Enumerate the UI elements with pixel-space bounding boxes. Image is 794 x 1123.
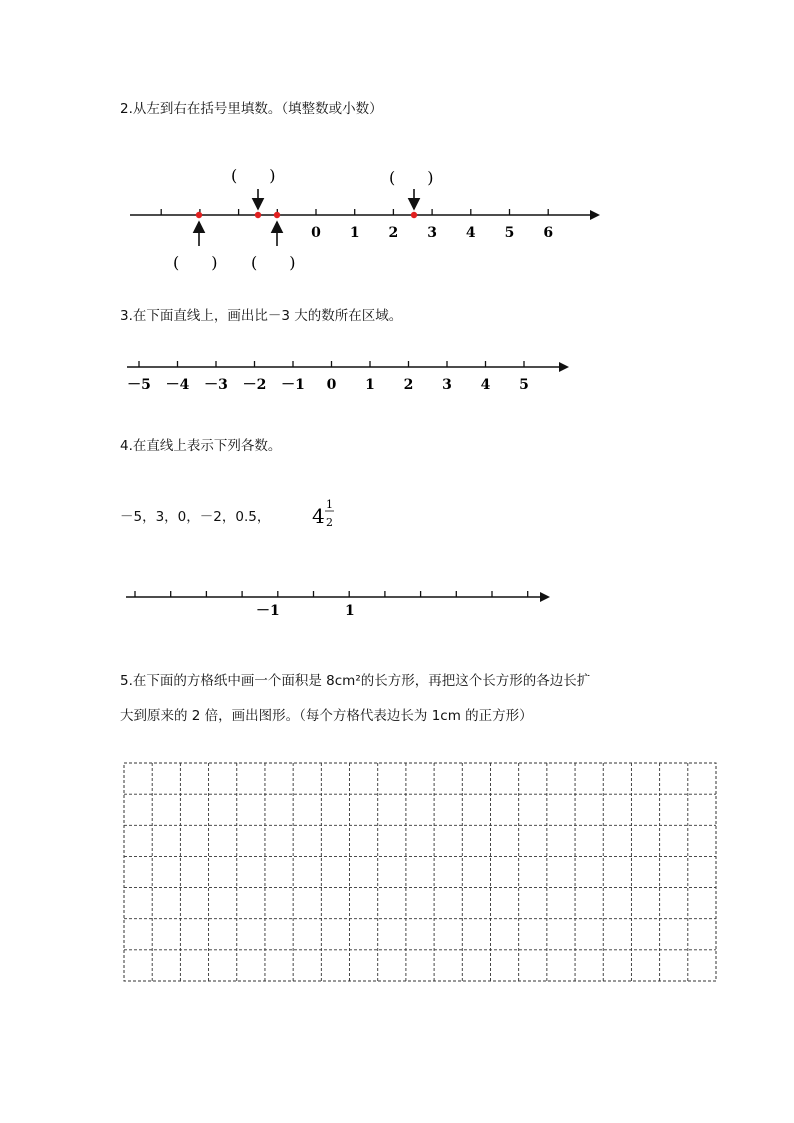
q2-point-b bbox=[255, 212, 261, 218]
q4-axis-arrowhead bbox=[540, 592, 550, 602]
question-4-number-list: －5，3，0，－2，0.5， bbox=[120, 509, 271, 525]
q3-tick-label: 5 bbox=[519, 377, 529, 393]
q3-tick-label: －2 bbox=[242, 377, 267, 393]
q2-tick-label: 5 bbox=[504, 225, 515, 241]
q2-tick-label: 3 bbox=[427, 225, 437, 241]
q5-square-grid[interactable] bbox=[124, 763, 716, 981]
q2-tick-label: 0 bbox=[311, 225, 321, 241]
q2-tick-label: 6 bbox=[543, 225, 554, 241]
q2-point-d bbox=[411, 212, 417, 218]
q4-tick-label-1: 1 bbox=[345, 603, 355, 619]
question-5-prompt-line-1: 5.在下面的方格纸中画一个面积是 8cm²的长方形，再把这个长方形的各边长扩 bbox=[120, 673, 591, 689]
q4-mixed-numerator: 1 bbox=[326, 498, 333, 511]
q4-mixed-denominator: 2 bbox=[326, 516, 333, 529]
q2-axis-arrowhead bbox=[590, 210, 600, 220]
question-4-prompt: 4.在直线上表示下列各数。 bbox=[120, 438, 282, 454]
q2-blank-b: ( ) bbox=[231, 166, 276, 185]
q3-tick-label: 4 bbox=[480, 377, 491, 393]
q2-point-c bbox=[274, 212, 280, 218]
q5-grid-border bbox=[124, 763, 716, 981]
q4-number-line bbox=[126, 591, 550, 619]
q4-tick-label-neg1: －1 bbox=[256, 603, 280, 619]
q3-tick-label: －5 bbox=[127, 377, 151, 393]
q2-tick-label: 4 bbox=[465, 225, 476, 241]
question-2-prompt: 2.从左到右在括号里填数。（填整数或小数） bbox=[120, 101, 383, 117]
q3-axis-arrowhead bbox=[559, 362, 569, 372]
q2-blank-a: ( ) bbox=[173, 253, 218, 272]
question-5-prompt-line-2: 大到原来的 2 倍，画出图形。（每个方格代表边长为 1cm 的正方形） bbox=[120, 708, 533, 724]
q2-blank-c: ( ) bbox=[251, 253, 296, 272]
q2-tick-label: 2 bbox=[388, 225, 399, 241]
q2-blank-d: ( ) bbox=[389, 168, 434, 187]
question-3-prompt: 3.在下面直线上，画出比－3 大的数所在区域。 bbox=[120, 308, 403, 324]
q4-mixed-whole: 4 bbox=[312, 504, 325, 528]
q3-tick-label: 2 bbox=[403, 377, 414, 393]
q3-tick-label: －3 bbox=[204, 377, 228, 393]
q3-tick-label: 1 bbox=[365, 377, 375, 393]
q4-mixed-number bbox=[312, 498, 334, 529]
q2-point-a bbox=[196, 212, 202, 218]
q3-number-line bbox=[127, 361, 569, 393]
q3-tick-label: －4 bbox=[165, 377, 190, 393]
q3-tick-label: 3 bbox=[442, 377, 452, 393]
q2-number-line bbox=[130, 166, 600, 272]
q2-tick-label: 1 bbox=[349, 225, 360, 241]
q3-tick-label: －1 bbox=[281, 377, 305, 393]
q3-tick-label: 0 bbox=[326, 377, 337, 393]
